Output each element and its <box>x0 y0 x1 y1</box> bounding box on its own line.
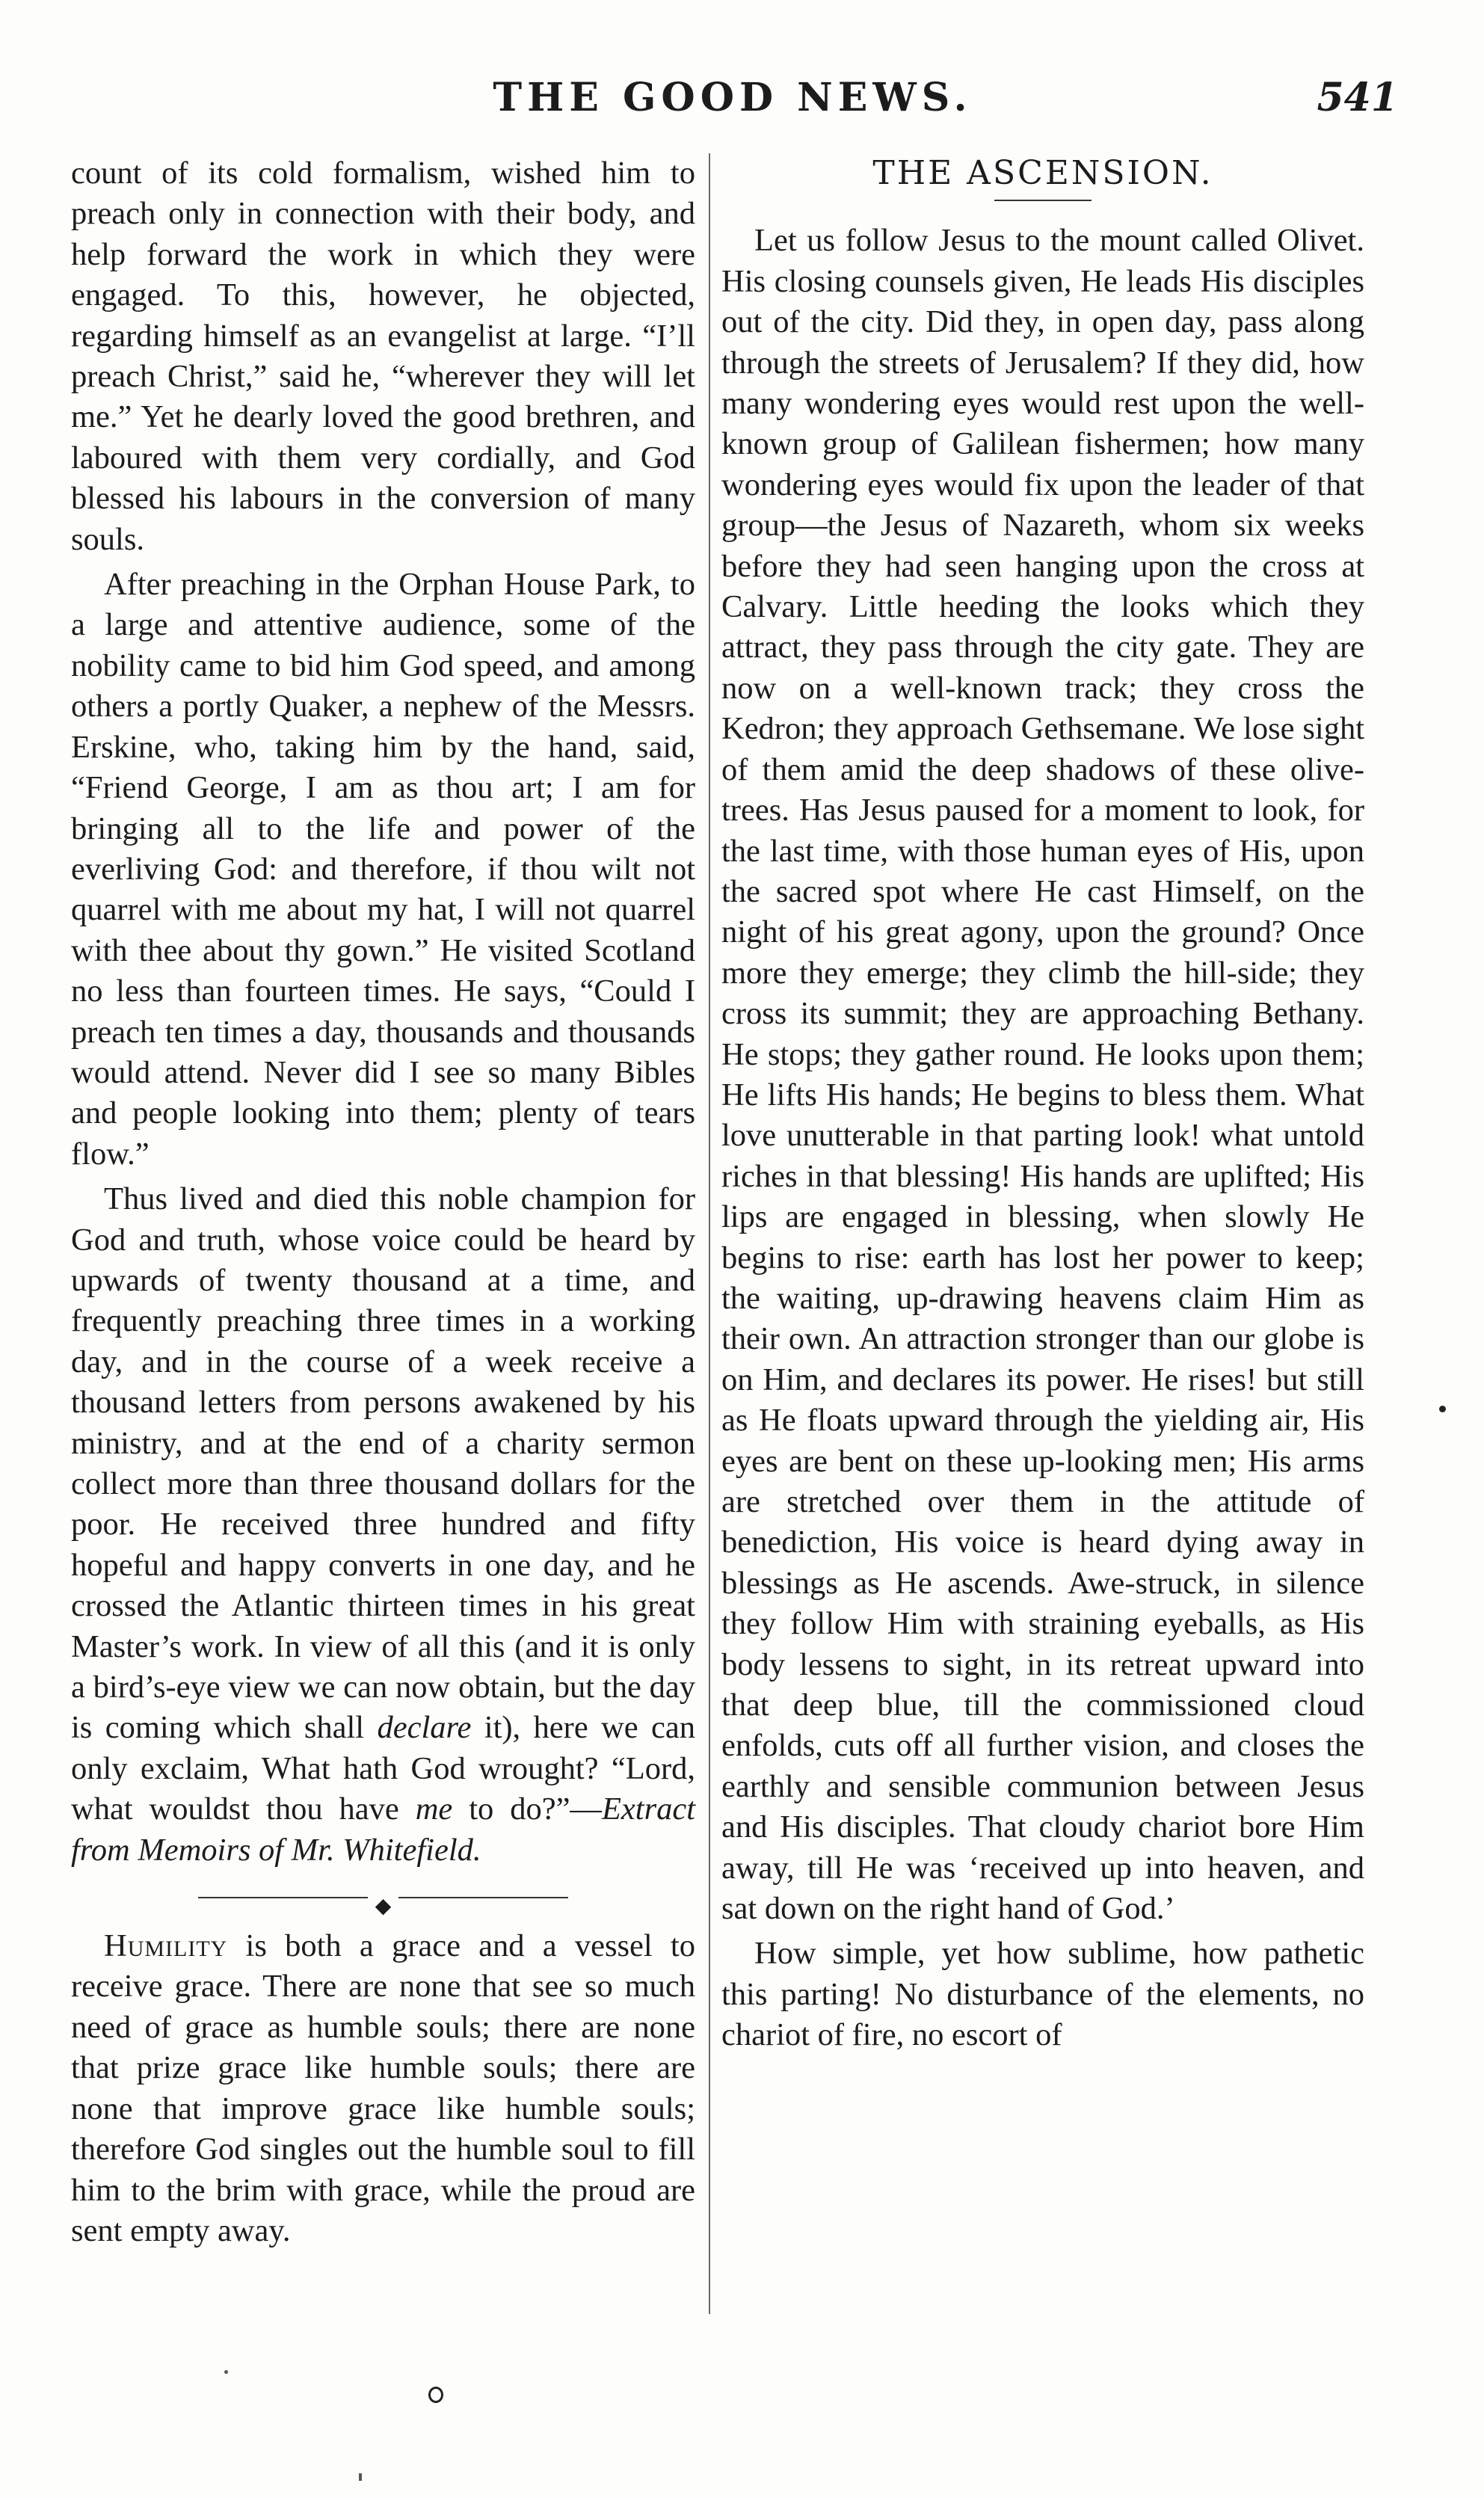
source-citation: Extract from Memoirs of Mr. Whitefield. <box>71 1791 696 1868</box>
whitefield-paragraph-3 <box>71 1179 695 1871</box>
right-column <box>721 153 1364 2056</box>
left-column <box>71 153 695 2251</box>
paragraph-3-end: to do?”— <box>469 1791 602 1827</box>
italic-me: me <box>415 1791 453 1827</box>
speck-mark-bottom-2 <box>428 2387 443 2403</box>
speck-mark-right <box>1439 1406 1446 1412</box>
humility-text: is both a grace and a vessel to receive grace. There are none that see so much need of grace as humble souls; there are none that prize grace like humble souls; there are none that improve grace like humble souls; therefore God singles out the humble soul to fill him to the brim with grace, while the proud are sent empty away. <box>71 1928 695 2248</box>
article-title: THE ASCENSION. <box>872 154 1213 192</box>
paragraph-3-middle: it), here we can only exclaim, What hath God wrought? “Lord, what wouldst thou have <box>71 1710 695 1827</box>
ascension-paragraph-2: How simple, yet how sublime, how pathetic this parting! No disturbance of the elements, no chariot of fire, no escort of <box>721 1936 1364 2053</box>
paragraph-3-text: Thus lived and died this noble champion for God and truth, whose voice could be heard by upwards of twenty thousand at a time, and frequently preaching three times in a working day, and in the course of a week receive a thousand letters from persons awakened by his ministry, and at the end of a charity sermon collect more than three thousand dollars for the poor. He received three hundred and fifty hopeful and happy converts in one day, and he crossed the Atlantic thirteen times in his great Master’s work. In view of all this (and it is only a bird’s-eye view we can now obtain, but the day is coming which shall <box>71 1181 695 1746</box>
column-rule <box>709 153 710 2314</box>
humility-lead-word: Humility <box>104 1928 228 1964</box>
whitefield-paragraph-2: After preaching in the Orphan House Park, to a large and attentive audience, some of the nobility came to bid him God speed, and among others a portly Quaker, a nephew of the Messrs. Erskine, who, taking him by the hand, said, “Friend George, I am as thou art; I am for bringing all to the life and power of the everliving God: and therefore, if thou wilt not quarrel with me about my hat, I will not quarrel with thee about thy gown.” He visited Scotland no less than fourteen times. He says, “Could I preach ten times a day, thousands and thousands would attend. Never did I see so many Bibles and people looking into them; plenty of tears flow.” <box>71 567 695 1172</box>
running-title: THE GOOD NEWS. <box>493 75 973 120</box>
running-head <box>67 75 1398 127</box>
whitefield-paragraph-1: count of its cold formalism, wished him to preach only in connection with their body, and help forward the work in which they were engaged. To this, however, he objected, regarding himself as an evangelist at large. “I’ll preach Christ,” said he, “wherever they will let me.” Yet he dearly loved the good brethren, and laboured with them very cordially, and God blessed his labours in the conversion of many souls. <box>71 156 695 557</box>
section-divider <box>71 1883 695 1919</box>
italic-declare: declare <box>377 1710 472 1746</box>
divider-ornament-icon: ◆ <box>368 1892 399 1922</box>
speck-mark-bottom-3 <box>359 2473 362 2481</box>
ascension-paragraph-1: Let us follow Jesus to the mount called Olivet. His closing counsels given, He leads His disciples out of the city. Did they, in open day, pass along through the streets of Jerusalem? If they did, how many wondering eyes would rest upon the well-known group of Galilean fishermen; how many wondering eyes would fix upon the leader of that group—the Jesus of Nazareth, whom six weeks before they had seen hanging upon the cross at Calvary. Little heeding the looks which they attract, they pass through the city gate. They are now on a well-known track; they cross the Kedron; they approach Gethsemane. We lose sight of them amid the deep shadows of these olive-trees. Has Jesus paused for a moment to look, for the last time, with those human eyes of His, upon the sacred spot where He cast Himself, on the night of his great agony, upon the ground? Once more they emerge; they climb the hill-side; they cross its summit; they are approaching Bethany. He stops; they gather round. He looks upon them; He lifts His hands; He begins to bless them. What love unutterable in that parting look! what untold riches in that blessing! His hands are uplifted; His lips are engaged in blessing, when slowly He begins to rise: earth has lost her power to keep; the waiting, up-drawing heavens claim Him as their own. An attraction stronger than our globe is on Him, and declares its power. He rises! but still as He floats upward through the yielding air, His eyes are bent on these up-looking men; His arms are stretched over them in the attitude of benediction, His voice is heard dying away in blessings as He ascends. Awe-struck, in silence they follow Him with straining eyeballs, as His body lessens to sight, in its retreat upward into that deep blue, till the commissioned cloud enfolds, cuts off all further vision, and closes the earthly and sensible communion between Jesus and His disciples. That cloudy chariot bore Him away, till He was ‘received up into heaven, and sat down on the right hand of God.’ <box>721 223 1364 1927</box>
page-number: 541 <box>1317 75 1398 120</box>
title-rule <box>994 200 1092 201</box>
humility-paragraph <box>71 1926 695 2251</box>
speck-mark-bottom-1 <box>224 2370 228 2374</box>
